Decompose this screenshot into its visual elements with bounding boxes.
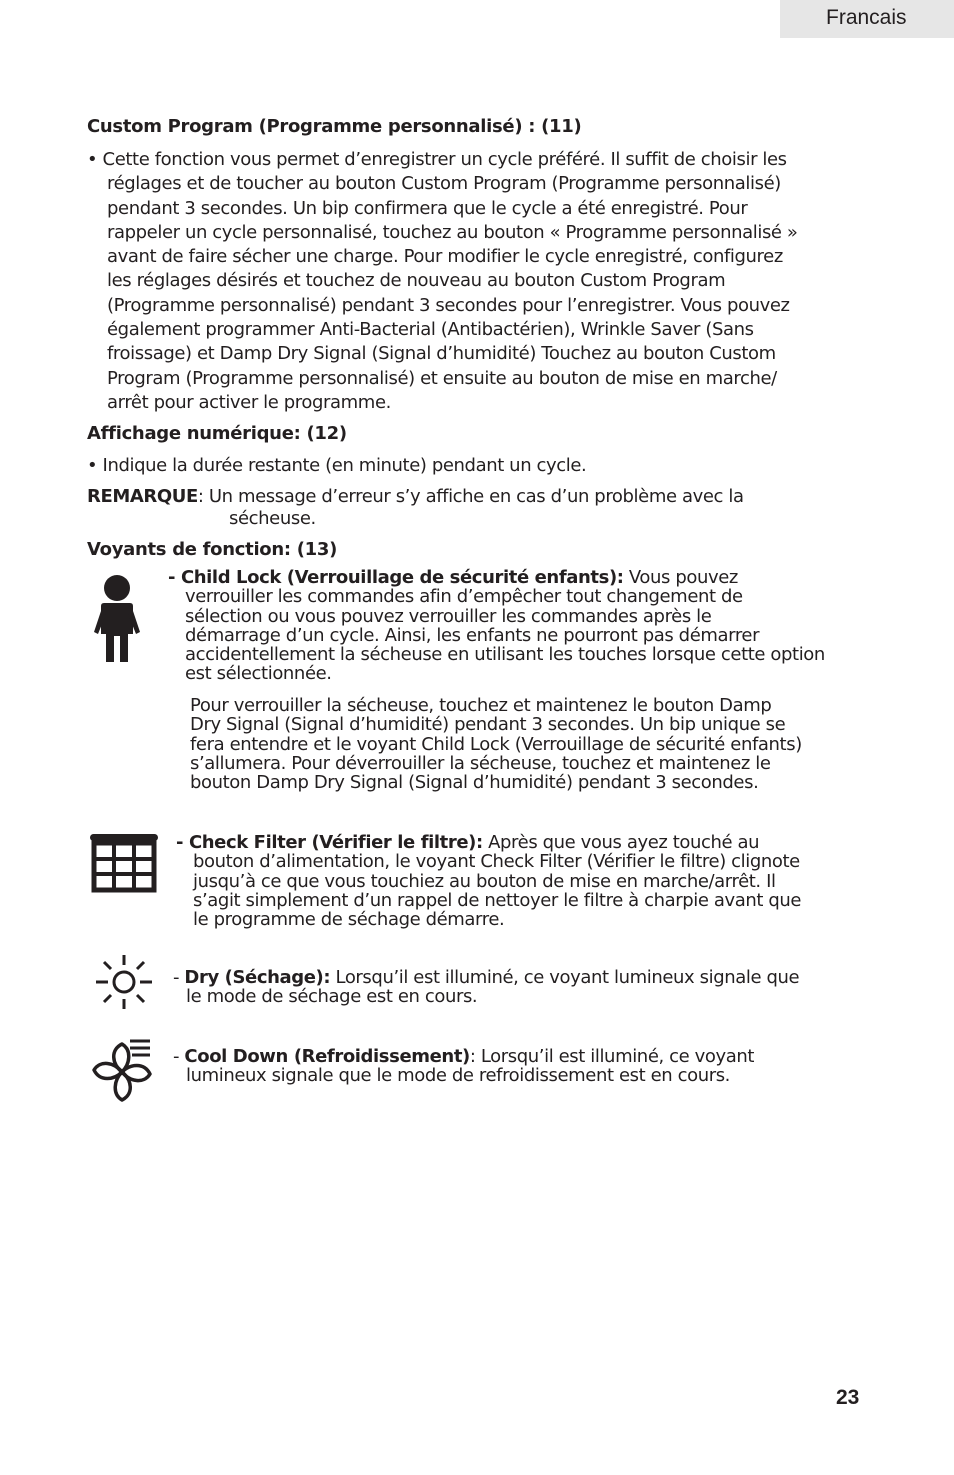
- digital-display-bullet: • Indique la durée restante (en minute) pendant un cycle.: [87, 455, 587, 476]
- dry-text: Lorsqu’il est illuminé, ce voyant lumineux signale que: [330, 967, 800, 988]
- cool-down-line: lumineux signale que le mode de refroidissement est en cours.: [186, 1065, 731, 1087]
- custom-program-line: avant de faire sécher une charge. Pour modifier le cycle enregistré, configurez: [107, 246, 783, 268]
- custom-program-heading: Custom Program (Programme personnalisé) : (11): [87, 116, 582, 137]
- check-filter-line: s’agit simplement d’un rappel de nettoyer le filtre à charpie avant que: [193, 889, 802, 911]
- child-lock-line: sélection ou vous pouvez verrouiller les commandes après le: [185, 605, 712, 627]
- cool-down-item: [173, 1047, 893, 1086]
- custom-program-line: pendant 3 secondes. Un bip confirmera que le cycle a été enregistré. Pour: [107, 197, 748, 219]
- page-number: 23: [836, 1386, 860, 1409]
- custom-program-body: [87, 148, 887, 415]
- custom-program-line: les réglages désirés et touchez de nouveau au bouton Custom Program: [107, 270, 726, 292]
- check-filter-line: le programme de séchage démarre.: [193, 909, 505, 931]
- check-filter-item: [176, 833, 896, 929]
- child-lock-dash: -: [168, 567, 181, 588]
- check-filter-dash: -: [176, 832, 189, 853]
- child-lock-p2-line: fera entendre et le voyant Child Lock (Verrouillage de sécurité enfants): [190, 733, 802, 755]
- digital-display-heading: Affichage numérique: (12): [87, 423, 347, 444]
- child-lock-text: Vous pouvez: [623, 567, 738, 588]
- sun-icon: [94, 953, 154, 1011]
- check-filter-line: jusqu’à ce que vous touchiez au bouton de mise en marche/arrêt. Il: [193, 870, 776, 892]
- digital-display-note: [87, 486, 744, 530]
- check-filter-label: Check Filter (Vérifier le filtre):: [188, 832, 483, 853]
- indicators-heading: Voyants de fonction: (13): [87, 539, 338, 560]
- child-lock-line: accidentellement la sécheuse en utilisant les touches lorsque cette option: [185, 644, 825, 666]
- cool-down-dash: -: [173, 1046, 185, 1067]
- cool-down-label: Cool Down (Refroidissement): [184, 1046, 470, 1067]
- child-icon: [92, 574, 156, 666]
- dry-item: [173, 968, 893, 1007]
- child-lock-line: verrouiller les commandes afin d’empêcher tout changement de: [185, 586, 743, 608]
- child-lock-line: est sélectionnée.: [185, 663, 332, 685]
- custom-program-line: arrêt pour activer le programme.: [107, 391, 391, 413]
- child-lock-p2-line: s’allumera. Pour déverrouiller la sécheuse, touchez et maintenez le: [190, 752, 771, 774]
- custom-program-line: Program (Programme personnalisé) et ensuite au bouton de mise en marche/: [107, 367, 777, 389]
- custom-program-line: réglages et de toucher au bouton Custom Program (Programme personnalisé): [107, 173, 781, 195]
- custom-program-line: également programmer Anti-Bacterial (Antibactérien), Wrinkle Saver (Sans: [107, 319, 754, 341]
- custom-program-line: rappeler un cycle personnalisé, touchez au bouton « Programme personnalisé »: [107, 221, 798, 243]
- child-lock-item: [168, 568, 888, 684]
- cool-down-text: : Lorsqu’il est illuminé, ce voyant: [469, 1046, 755, 1067]
- custom-program-line: • Cette fonction vous permet d’enregistrer un cycle préféré. Il suffit de choisir les: [87, 149, 787, 170]
- child-lock-label: Child Lock (Verrouillage de sécurité enfants):: [180, 567, 624, 588]
- child-lock-p2-line: bouton Damp Dry Signal (Signal d’humidité) pendant 3 secondes.: [190, 772, 759, 794]
- dry-label: Dry (Séchage):: [184, 967, 331, 988]
- custom-program-line: (Programme personnalisé) pendant 3 secondes pour l’enregistrer. Vous pouvez: [107, 294, 790, 316]
- child-lock-p2-line: Pour verrouiller la sécheuse, touchez et maintenez le bouton Damp: [190, 695, 772, 716]
- filter-grid-icon: [90, 834, 158, 892]
- custom-program-line: froissage) et Damp Dry Signal (Signal d’humidité) Touchez au bouton Custom: [107, 343, 776, 365]
- child-lock-line: démarrage d’un cycle. Ainsi, les enfants ne pourront pas démarrer: [185, 624, 760, 646]
- check-filter-text: Après que vous ayez touché au: [482, 832, 760, 853]
- note-text: : Un message d’erreur s’y affiche en cas d’un problème avec la: [197, 486, 744, 507]
- language-tab: Francais: [780, 0, 954, 38]
- child-lock-p2-line: Dry Signal (Signal d’humidité) pendant 3 secondes. Un bip unique se: [190, 714, 786, 736]
- dry-dash: -: [173, 967, 185, 988]
- check-filter-line: bouton d’alimentation, le voyant Check Filter (Vérifier le filtre) clignote: [193, 851, 800, 873]
- note-label: REMARQUE: [87, 486, 198, 507]
- note-text-line2: sécheuse.: [229, 508, 316, 529]
- fan-icon: [88, 1038, 156, 1106]
- child-lock-paragraph-2: [190, 696, 880, 792]
- dry-line: le mode de séchage est en cours.: [186, 986, 478, 1008]
